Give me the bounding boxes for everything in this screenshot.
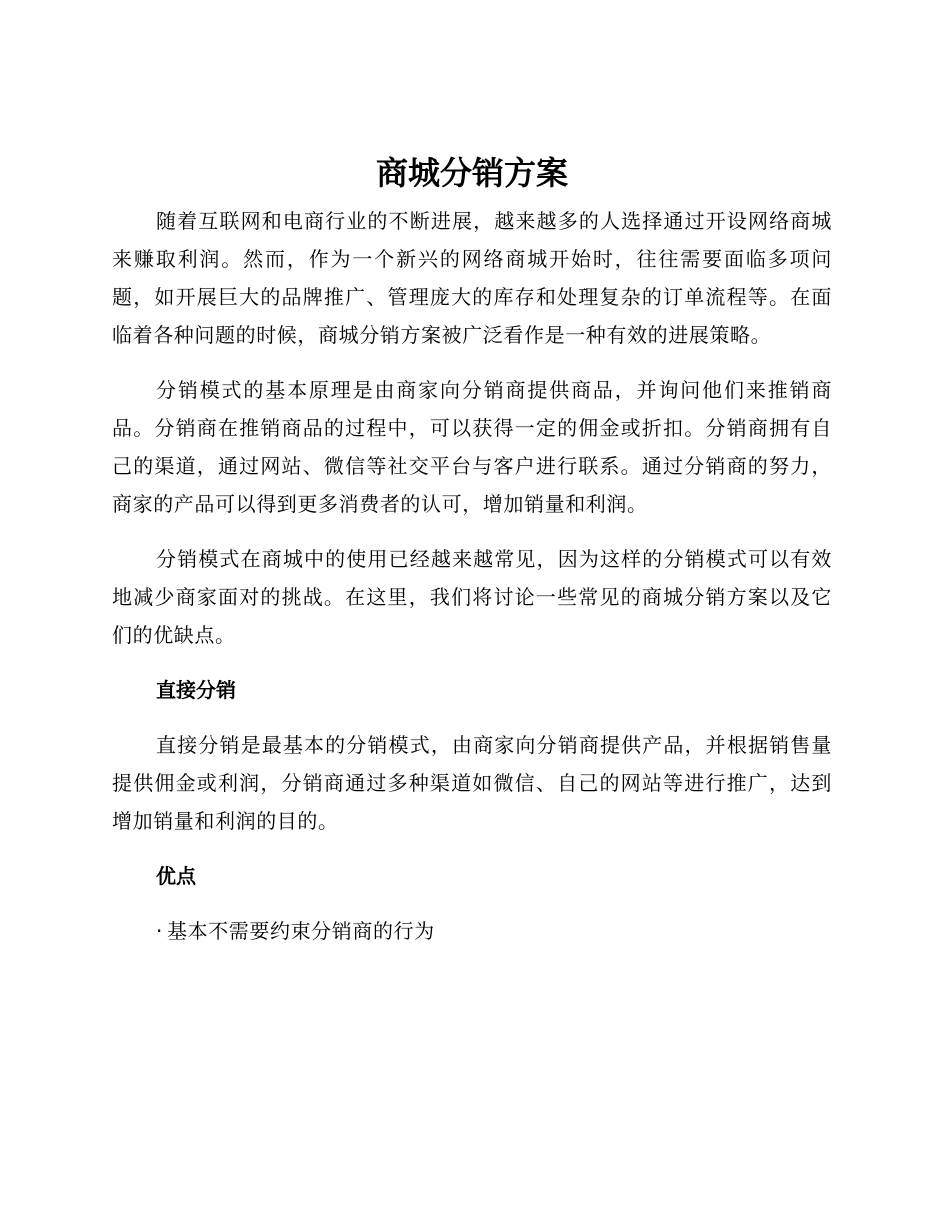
advantage-list-item (156, 912, 832, 950)
direct-distribution-paragraph: 直接分销是最基本的分销模式，由商家向分销商提供产品，并根据销售量提供佣金或利润，分销商通过多种渠道如微信、自己的网站等进行推广，达到增加销量和利润的目的。 (112, 733, 832, 833)
document-title: 商城分销方案 (375, 154, 568, 192)
bullet-marker: · (156, 919, 163, 943)
intro-paragraph-1: 随着互联网和电商行业的不断进展，越来越多的人选择通过开设网络商城来赚取利润。然而，作为一个新兴的网络商城开始时，往往需要面临多项问题，如开展巨大的品牌推广、管理庞大的库存和处理复杂的订单流程等。在面临着各种问题的时候，商城分销方案被广泛看作是一种有效的进展策略。 (112, 209, 832, 347)
advantage-text: 基本不需要约束分销商的行为 (166, 919, 435, 943)
intro-paragraph-3: 分销模式在商城中的使用已经越来越常见，因为这样的分销模式可以有效地减少商家面对的挑战。在这里，我们将讨论一些常见的商城分销方案以及它们的优缺点。 (112, 547, 832, 647)
section-heading-direct-distribution: 直接分销 (156, 678, 236, 702)
document-page (112, 150, 832, 950)
subheading-advantages: 优点 (156, 864, 196, 888)
intro-paragraph-2: 分销模式的基本原理是由商家向分销商提供商品，并询问他们来推销商品。分销商在推销商品的过程中，可以获得一定的佣金或折扣。分销商拥有自己的渠道，通过网站、微信等社交平台与客户进行联系。通过分销商的努力，商家的产品可以得到更多消费者的认可，增加销量和利润。 (112, 378, 832, 516)
